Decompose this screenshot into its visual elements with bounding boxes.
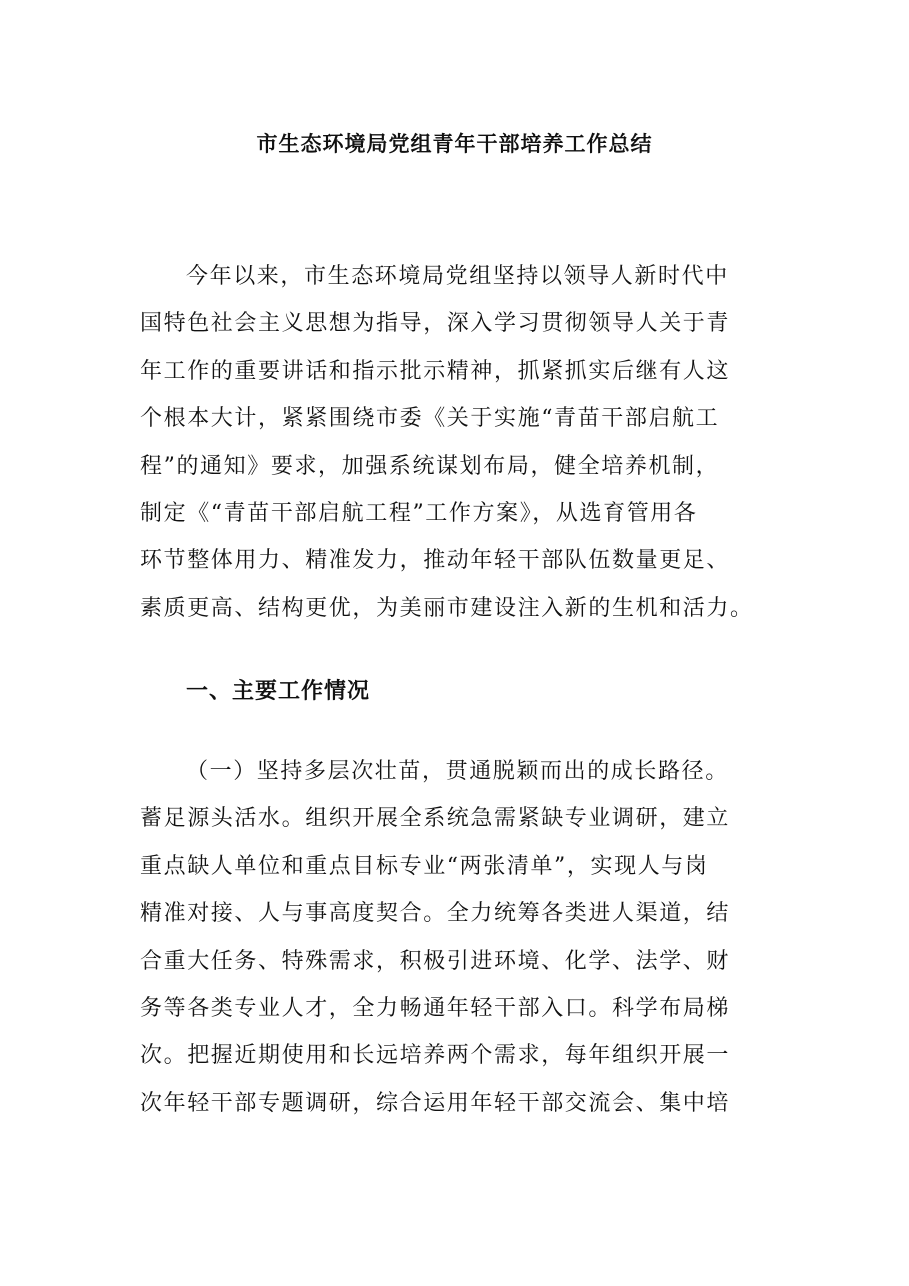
paragraph-line: 务等各类专业人才，全力畅通年轻干部入口。科学布局梯	[140, 996, 731, 1022]
paragraph-line: 次。把握近期使用和长远培养两个需求，每年组织开展一	[140, 1043, 731, 1069]
paragraph-line: 个根本大计，紧紧围绕市委《关于实施“青苗干部启航工	[140, 406, 720, 432]
paragraph-line: 蓄足源头活水。组织开展全系统急需紧缺专业调研，建立	[140, 806, 731, 832]
paragraph-line: 今年以来，市生态环境局党组坚持以领导人新时代中	[186, 264, 729, 289]
paragraph-line: 国特色社会主义思想为指导，深入学习贯彻领导人关于青	[140, 311, 731, 337]
section-paragraph	[140, 748, 780, 1127]
paragraph-line: 程”的通知》要求，加强系统谋划布局，健全培养机制，	[140, 453, 720, 479]
paragraph-line: 合重大任务、特殊需求，积极引进环境、化学、法学、财	[140, 948, 731, 974]
paragraph-line: 次年轻干部专题调研，综合运用年轻干部交流会、集中培	[140, 1090, 731, 1116]
paragraph-line: 年工作的重要讲话和指示批示精神，抓紧抓实后继有人这	[140, 358, 731, 384]
paragraph-line: 精准对接、人与事高度契合。全力统筹各类进人渠道，结	[140, 901, 731, 927]
document-title: 市生态环境局党组青年干部培养工作总结	[256, 132, 653, 156]
paragraph-line: 制定《“青苗干部启航工程”工作方案》，从选育管用各	[140, 501, 698, 527]
paragraph-line: 素质更高、结构更优，为美丽市建设注入新的生机和活力。	[140, 595, 754, 621]
paragraph-line: 重点缺人单位和重点目标专业“两张清单”，实现人与岗	[140, 853, 709, 879]
intro-paragraph	[140, 253, 780, 632]
paragraph-line: 环节整体用力、精准发力，推动年轻干部队伍数量更足、	[140, 548, 731, 574]
section-heading: 一、主要工作情况	[186, 679, 371, 704]
paragraph-line: （一）坚持多层次壮苗，贯通脱颖而出的成长路径。	[186, 759, 729, 784]
